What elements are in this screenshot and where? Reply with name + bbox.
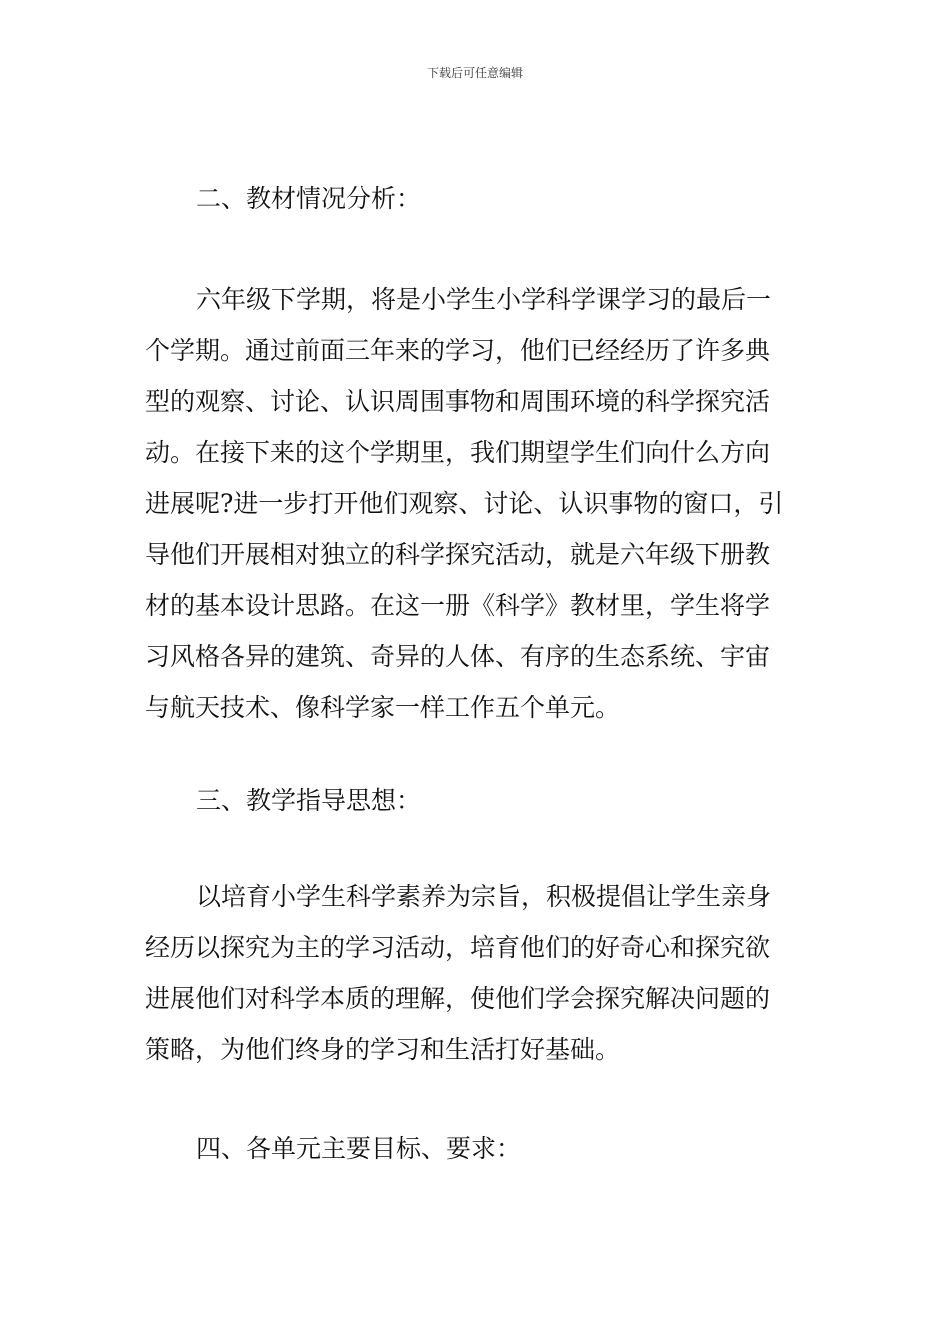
page-header-note: 下载后可任意编辑 — [426, 66, 523, 80]
paragraph-line: 型的观察、讨论、认识周围事物和周围环境的科学探究活 — [145, 387, 771, 416]
paragraph-teaching-guidance — [145, 871, 815, 1075]
paragraph-line: 导他们开展相对独立的科学探究活动，就是六年级下册教 — [145, 540, 771, 569]
paragraph-line: 动。在接下来的这个学期里，我们期望学生们向什么方向 — [145, 438, 771, 467]
paragraph-line: 六年级下学期，将是小学生小学科学课学习的最后一 — [196, 285, 772, 314]
paragraph-line: 个学期。通过前面三年来的学习，他们已经经历了许多典 — [145, 336, 771, 365]
paragraph-line: 策略，为他们终身的学习和生活打好基础。 — [145, 1035, 621, 1064]
paragraph-line: 习风格各异的建筑、奇异的人体、有序的生态系统、宇宙 — [145, 642, 771, 671]
section-heading-teaching-guidance: 三、教学指导思想： — [196, 786, 422, 815]
paragraph-line: 进展他们对科学本质的理解，使他们学会探究解决问题的 — [145, 984, 771, 1013]
paragraph-materials-analysis — [145, 274, 815, 733]
paragraph-line: 经历以探究为主的学习活动，培育他们的好奇心和探究欲 — [145, 933, 771, 962]
paragraph-line: 以培育小学生科学素养为宗旨，积极提倡让学生亲身 — [196, 882, 772, 911]
paragraph-line: 材的基本设计思路。在这一册《科学》教材里，学生将学 — [145, 591, 771, 620]
section-heading-materials-analysis: 二、教材情况分析： — [196, 184, 422, 213]
paragraph-line: 与航天技术、像科学家一样工作五个单元。 — [145, 693, 621, 722]
paragraph-line: 进展呢?进一步打开他们观察、讨论、认识事物的窗口，引 — [145, 489, 784, 518]
section-heading-unit-objectives: 四、各单元主要目标、要求： — [196, 1134, 522, 1163]
